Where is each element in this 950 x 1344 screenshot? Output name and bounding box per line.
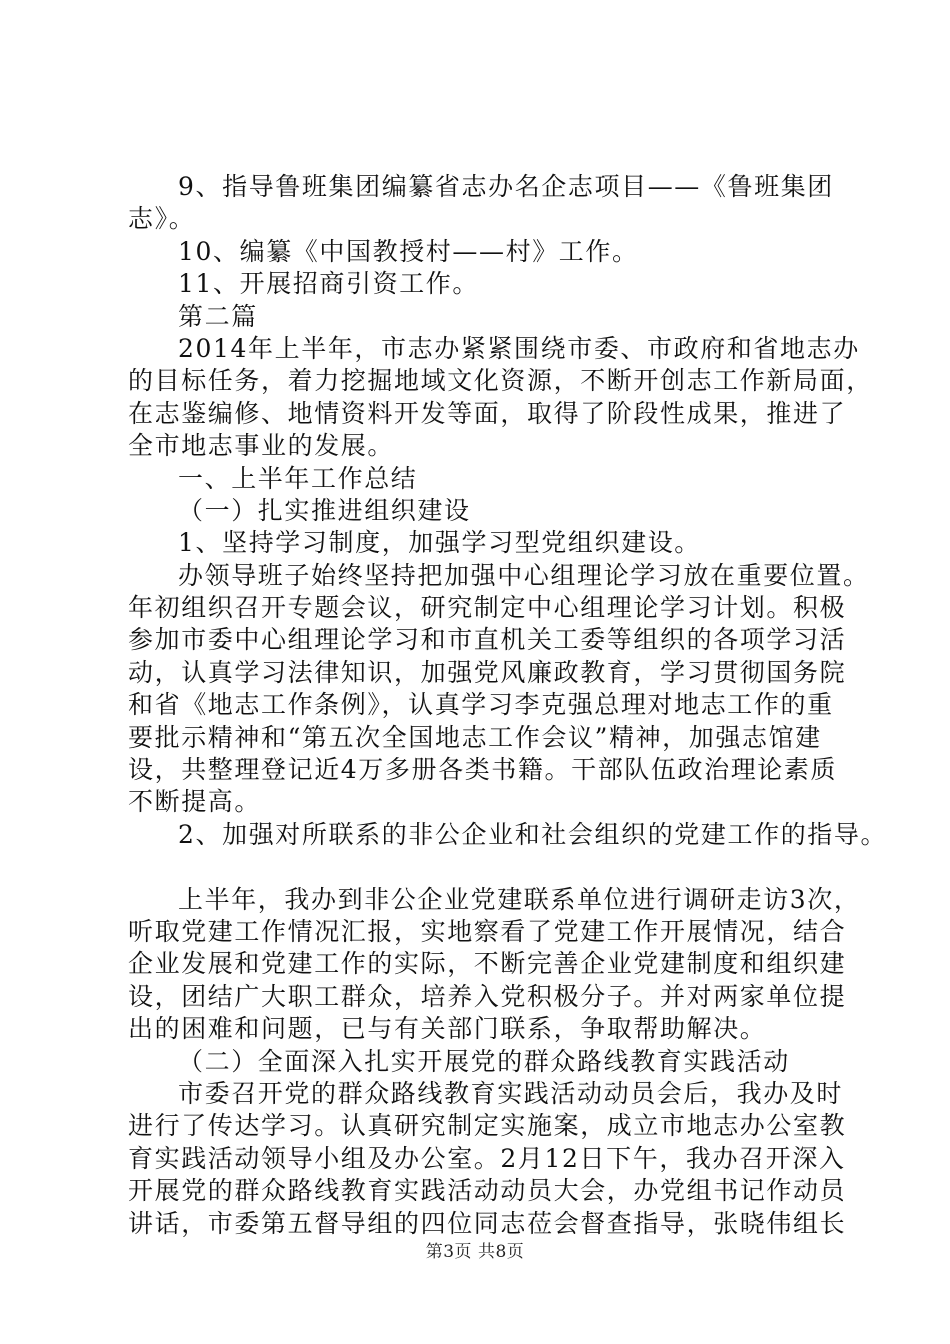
text-line: 2014年上半年，市志办紧紧围绕市委、市政府和省地志办 <box>178 333 860 363</box>
text-line: 在志鉴编修、地情资料开发等面，取得了阶段性成果，推进了 <box>128 398 847 428</box>
blank-line <box>128 851 840 883</box>
text-line: 11、开展招商引资工作。 <box>178 269 480 299</box>
text-line: 设，团结广大职工群众，培养入党积极分子。并对两家单位提 <box>128 981 847 1011</box>
document-body <box>128 171 888 1240</box>
text-line: 市委召开党的群众路线教育实践活动动员会后，我办及时 <box>178 1078 844 1108</box>
text-line: 年初组织召开专题会议，研究制定中心组理论学习计划。积极 <box>128 593 847 623</box>
text-line: 2、加强对所联系的非公企业和社会组织的党建工作的指导。 <box>178 819 888 849</box>
text-line: 办领导班子始终坚持把加强中心组理论学习放在重要位置。 <box>178 560 870 590</box>
text-line: 一、上半年工作总结 <box>178 463 418 493</box>
text-line: 参加市委中心组理论学习和市直机关工委等组织的各项学习活 <box>128 625 847 655</box>
text-line: 上半年，我办到非公企业党建联系单位进行调研走访3次， <box>178 884 861 914</box>
page-footer: 第3页 共8页 <box>425 1242 525 1262</box>
text-line: 全市地志事业的发展。 <box>128 431 395 461</box>
text-line: 的目标任务，着力挖掘地域文化资源，不断开创志工作新局面， <box>128 366 873 396</box>
text-line: 和省《地志工作条例》，认真学习李克强总理对地志工作的重 <box>128 690 834 720</box>
text-line: 出的困难和问题，已与有关部门联系，争取帮助解决。 <box>128 1014 767 1044</box>
text-line: 企业发展和党建工作的实际，不断完善企业党建制度和组织建 <box>128 949 847 979</box>
text-line: 9、指导鲁班集团编纂省志办名企志项目——《鲁班集团 <box>178 172 834 201</box>
text-line: 设，共整理登记近4万多册各类书籍。干部队伍政治理论素质 <box>128 755 838 785</box>
text-line: （一）扎实推进组织建设 <box>178 495 471 525</box>
text-line: 1、坚持学习制度，加强学习型党组织建设。 <box>178 528 701 558</box>
text-line: （二）全面深入扎实开展党的群众路线教育实践活动 <box>178 1046 790 1076</box>
text-line: 进行了传达学习。认真研究制定实施案，成立市地志办公室教 <box>128 1111 847 1141</box>
text-line: 育实践活动领导小组及办公室。2月12日下午，我办召开深入 <box>128 1143 846 1173</box>
text-line: 志》。 <box>128 204 196 234</box>
text-line: 不断提高。 <box>128 787 262 817</box>
text-line: 要批示精神和“第五次全国地志工作会议”精神，加强志馆建 <box>128 722 822 752</box>
text-line: 讲话，市委第五督导组的四位同志莅会督查指导，张晓伟组长 <box>128 1208 847 1238</box>
text-line: 动，认真学习法律知识，加强党风廉政教育，学习贯彻国务院 <box>128 657 847 687</box>
text-line: 第二篇 <box>178 301 258 331</box>
text-line: 10、编纂《中国教授村——村》工作。 <box>178 236 639 266</box>
text-line: 听取党建工作情况汇报，实地察看了党建工作开展情况，结合 <box>128 916 847 946</box>
text-line: 开展党的群众路线教育实践活动动员大会，办党组书记作动员 <box>128 1176 847 1206</box>
